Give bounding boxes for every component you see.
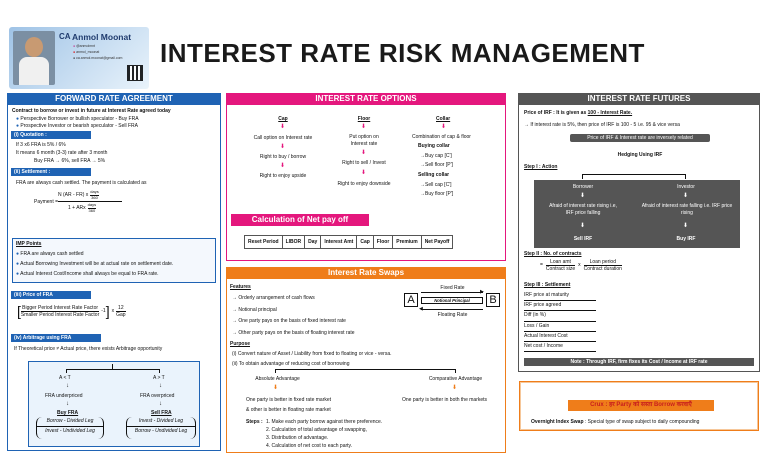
comparative-advantage-title: Comparative Advantage xyxy=(428,376,483,382)
swap-fixed-rate: Fixed Rate xyxy=(440,285,465,291)
arbitrage-text: If Theoretical price ≠ Actual price, there exists Arbitrage opportunity xyxy=(14,346,163,352)
floor-line-2: Right to sell / Invest xyxy=(342,160,386,166)
borrower-fear: Afraid of interest rate rising i.e, IRF price falling xyxy=(549,203,617,216)
step-1: 1. Make each party borrow against there preference. xyxy=(266,419,383,425)
arrow-down-icon: ⬇ xyxy=(580,223,586,229)
arrow-down-icon: ⬇ xyxy=(361,150,367,156)
arrow-down-icon: ⬇ xyxy=(683,193,689,199)
quotation-line-3: Buy FRA → 6%, sell FRA → 5% xyxy=(34,158,106,164)
page-title: INTEREST RATE RISK MANAGEMENT xyxy=(160,38,645,68)
quotation-title: (i) Quotation : xyxy=(11,131,91,139)
purpose-title: Purpose xyxy=(230,341,251,347)
fra-bullet-2: ● Prospective Investor or bearish speculator - Sell FRA xyxy=(16,123,138,129)
arrow-down-icon: ⬇ xyxy=(683,223,689,229)
step-4: 4. Calculation of net cost to each party. xyxy=(266,443,353,449)
arb-left-action: Buy FRA xyxy=(57,410,79,416)
futures-note: Note : Through IRF, firm fixes its Cost / Income at IRF rate xyxy=(524,358,754,366)
payment-formula: N (AR - FR) x days 360 1 + ARx days 360 xyxy=(58,190,122,213)
purpose-branch xyxy=(275,369,455,370)
arrow-down-icon: ↓ xyxy=(66,383,69,389)
arb-right-state: FRA overpriced xyxy=(140,393,175,399)
arrow-right-icon xyxy=(421,292,483,293)
settlement-title: (ii) Settlement : xyxy=(11,168,91,176)
list-item: Loss / Gain xyxy=(524,322,596,332)
settlement-list xyxy=(524,291,596,352)
arb-right-legs: Invest - Divided Leg Borrow - Undivided Leg xyxy=(126,417,196,439)
profile-banner xyxy=(9,27,149,89)
imp-point-1: ● FRA are always cash settled xyxy=(16,251,84,257)
swap-floating-rate: Floating Rate xyxy=(437,312,468,318)
purpose-2: (ii) To obtain advantage of reducing cost of borrowing xyxy=(232,361,350,367)
buying-collar-2: →Sell floor [P'] xyxy=(420,162,453,168)
selling-collar-2: →Buy floor [P'] xyxy=(420,191,454,197)
step1-title: Step I : Action xyxy=(524,164,558,170)
profile-name: Anmol Moonat xyxy=(72,32,132,42)
hedging-branch xyxy=(582,174,686,175)
list-item: IRF price agreed xyxy=(524,301,596,311)
payoff-col-libor: LIBOR xyxy=(282,236,305,249)
quotation-line-2: It means 6 month (3-3) rate after 3 month xyxy=(16,150,108,156)
options-title: INTEREST RATE OPTIONS xyxy=(227,94,505,105)
price-of-fra-title: (iii) Price of FRA xyxy=(11,291,91,299)
swap-notional-principal: Notional Principal xyxy=(421,297,483,304)
borrower-action: Sell IRF xyxy=(573,236,593,242)
arb-right-action: Sell FRA xyxy=(151,410,172,416)
feature-1: → Orderly arrangement of cash flows xyxy=(232,295,315,301)
feature-3: → One party pays on the basis of fixed interest rate xyxy=(232,318,346,324)
irf-price-definition: Price of IRF : It is given as 100 - Interest Rate. xyxy=(524,110,633,116)
payoff-col-premium: Premium xyxy=(393,236,421,249)
feature-2: → Notional principal xyxy=(232,307,277,313)
payoff-col-interest-amt: Interest Amt xyxy=(321,236,357,249)
net-payoff-title: Calculation of Net pay off xyxy=(231,214,369,226)
selling-collar-1: →Sell cap [C'] xyxy=(420,182,452,188)
payoff-col-cap: Cap xyxy=(357,236,373,249)
floor-title: Floor xyxy=(357,116,371,122)
purpose-1: (i) Convert nature of Asset / Liability from fixed to floating or vice - versa. xyxy=(232,351,392,357)
arbitrage-top-arrow xyxy=(66,369,160,370)
investor-fear: Afraid of interest rate falling i.e. IRF price rising xyxy=(641,203,733,216)
floor-line-1b: Interest rate xyxy=(350,141,378,147)
buying-collar-1: →Buy cap [C'] xyxy=(420,153,452,159)
inverse-relation-box: Price of IRF & Interest rate are inversely related xyxy=(570,134,710,142)
step3-title: Step III : Settlement xyxy=(524,282,571,288)
comparative-advantage-line-1: One party is better in both the markets xyxy=(402,397,488,403)
profile-photo xyxy=(13,31,55,85)
arrow-down-icon: ↓ xyxy=(159,401,162,407)
arrow-down-icon: ⬇ xyxy=(361,124,367,130)
payment-label: Payment = xyxy=(34,199,59,205)
arrow-left-icon xyxy=(421,309,483,310)
fra-definition: Contract to borrow or invest in future at Interest Rate agreed today xyxy=(12,108,171,114)
arb-left-legs: Borrow - Divided Leg Invest - Undivided Leg xyxy=(36,417,104,439)
floor-line-3: Right to enjoy downside xyxy=(337,181,391,187)
arrow-down-icon: ↓ xyxy=(66,401,69,407)
overnight-index-swap: Overnight Index Swap : Special type of swap subject to daily compounding xyxy=(531,419,700,425)
investor-action: Buy IRF xyxy=(676,236,696,242)
step-3: 3. Distribution of advantage. xyxy=(266,435,329,441)
swap-party-b: B xyxy=(486,293,500,307)
swaps-title: Interest Rate Swaps xyxy=(227,268,505,279)
contact-email: ● ca.anmol.moonat@gmail.com xyxy=(73,56,123,60)
features-title: Features xyxy=(230,284,251,290)
mail-icon: ● xyxy=(73,56,76,60)
list-item: Net cost / Income xyxy=(524,342,596,352)
arrow-down-icon: ⬇ xyxy=(273,385,279,391)
youtube-icon: ● xyxy=(73,50,76,54)
settlement-text: FRA are always cash settled. The payment is calculated as xyxy=(16,180,147,186)
arb-left-state: FRA underpriced xyxy=(45,393,83,399)
futures-title: INTEREST RATE FUTURES xyxy=(519,94,759,105)
arb-right-condition: A > T xyxy=(153,375,165,381)
arrow-down-icon: ↓ xyxy=(159,383,162,389)
absolute-advantage-line-1: One party is better in fixed rate market xyxy=(246,397,332,403)
investor-title: Investor xyxy=(677,184,695,190)
arrow-down-icon: ⬇ xyxy=(441,124,447,130)
crux-title: Crux : हर Party को सस्ता Borrow करवाएँ xyxy=(568,400,714,411)
fra-title: FORWARD RATE AGREEMENT xyxy=(8,94,220,105)
quotation-line-1: If 3 x6 FRA is 5% / 6% xyxy=(16,142,66,148)
arrow-down-icon: ⬇ xyxy=(580,193,586,199)
imp-point-2: ● Actual Borrowing Investment will be at actual rate on settlement date. xyxy=(16,261,174,267)
cap-line-1: Call option on Interest rate xyxy=(253,135,313,141)
instagram-icon: ● xyxy=(73,44,76,48)
price-of-fra-formula: [ Bigger Period Interest Rate Factor Smaller Period Interest Rate Factor -1 ] x 12 Gap xyxy=(17,303,126,319)
step-2: 2. Calculation of total advantage of swapping, xyxy=(266,427,367,433)
arrow-down-icon: ⬇ xyxy=(452,385,458,391)
contracts-formula: = Loan amt Contract size x Loan period Contract duration xyxy=(540,259,622,272)
cap-line-2: Right to buy / borrow xyxy=(259,154,307,160)
list-item: Diff (in %) xyxy=(524,311,596,321)
collar-line-1: Combination of cap & floor xyxy=(412,134,471,140)
hedging-title: Hedging Using IRF xyxy=(617,152,663,158)
imp-point-3: ● Actual Interest Cost/Income shall always be equal to FRA rate. xyxy=(16,271,159,277)
contact-instagram: ● @anmolmnt xyxy=(73,44,96,48)
swap-party-a: A xyxy=(404,293,418,307)
payoff-col-net-payoff: Net Payoff xyxy=(421,236,453,249)
irf-price-example: → If interest rate is 5%, then price of IRF is 100 - 5 i.e. 95 & vice versa xyxy=(524,122,680,128)
arrow-down-icon: ⬇ xyxy=(280,163,286,169)
qr-code-icon xyxy=(127,65,143,81)
profile-logo: CA xyxy=(59,32,71,41)
list-item: Actual Interest Cost xyxy=(524,332,596,342)
arrow-down-icon: ⬇ xyxy=(280,124,286,130)
feature-4: → Other party pays on the basis of floating interest rate xyxy=(232,330,355,336)
arbitrage-title: (iv) Arbitrage using FRA xyxy=(11,334,101,342)
fra-bullet-1: ● Perspective Borrower or bullish speculator - Buy FRA xyxy=(16,116,139,122)
buying-collar-title: Buying collar xyxy=(418,143,450,149)
table-row xyxy=(245,236,453,249)
payoff-col-floor: Floor xyxy=(373,236,393,249)
selling-collar-title: Selling collar xyxy=(418,172,450,178)
steps-title: Steps : xyxy=(246,419,263,425)
contact-youtube: ● anmol_moonat xyxy=(73,50,100,54)
arrow-down-icon: ⬇ xyxy=(361,170,367,176)
cap-title: Cap xyxy=(278,116,288,122)
arb-left-condition: A < T xyxy=(59,375,71,381)
imp-points-title: IMP Points xyxy=(16,241,42,247)
absolute-advantage-line-2: & other is better in floating rate market xyxy=(246,407,331,413)
borrower-title: Borrower xyxy=(572,184,594,190)
net-payoff-table xyxy=(244,235,453,249)
collar-title: Collar xyxy=(436,116,451,122)
floor-line-1: Put option on xyxy=(349,134,379,140)
absolute-advantage-title: Absolute Advantage xyxy=(255,376,300,382)
cap-line-3: Right to enjoy upside xyxy=(259,173,307,179)
payoff-col-day: Day xyxy=(305,236,321,249)
step2-title: Step II : No. of contracts xyxy=(524,251,582,257)
arrow-down-icon: ⬇ xyxy=(280,144,286,150)
payoff-col-reset-period: Reset Period xyxy=(245,236,283,249)
list-item: IRF price at maturity xyxy=(524,291,596,301)
